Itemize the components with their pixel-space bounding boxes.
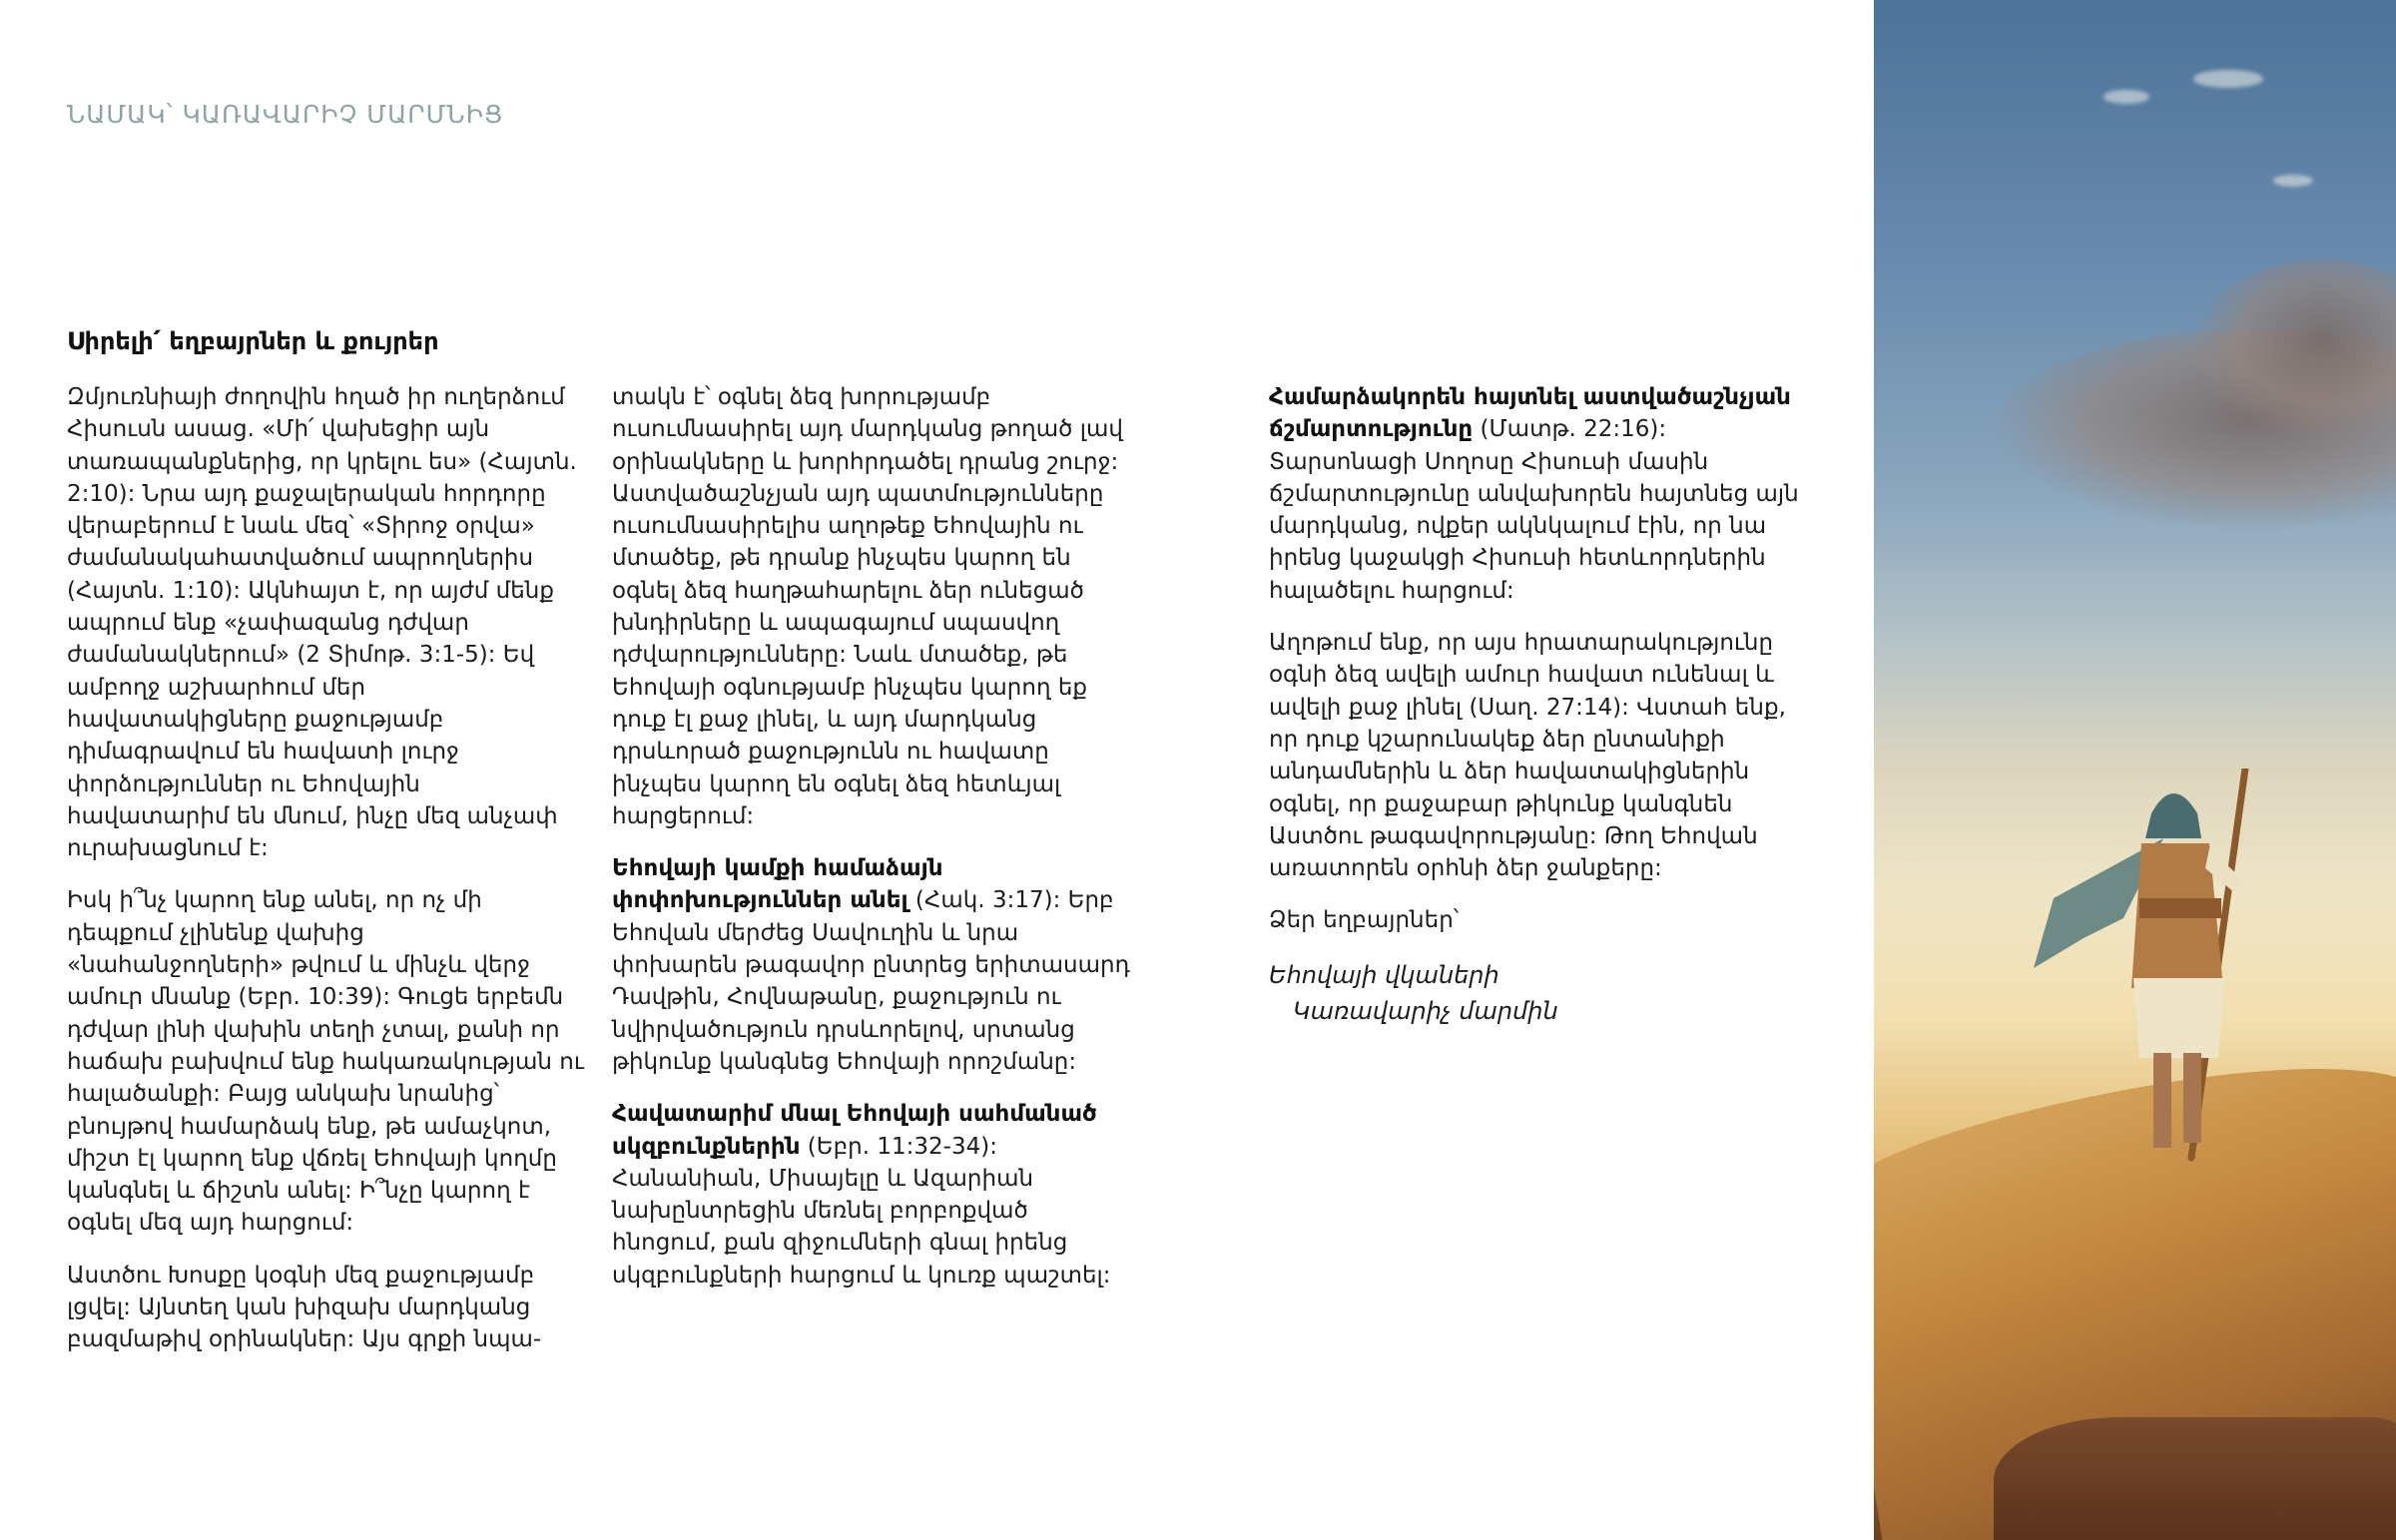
point-text: (Հակ. 3:17): Երբ Եհովան մերժեց Սավուղին և նրա փոխարեն թագավոր ընտրեց երիտասարդ Դավթին, Հովնաթանը, քաջություն ու նվիրվածություն դրսևորելով, սրտանց թիկունք կանգնեց Եհովայի որոշմանը: bbox=[612, 887, 1130, 1075]
closing-paragraph: Աղոթում ենք, որ այս հրատարակությունը օգնի ձեզ ավելի ամուր հավատ ունենալ և ավելի քաջ լինել (Սաղ. 27:14): Վստահ ենք, որ դուք կշարունակեք ձեր ընտանիքի անդամներին և ձեր հավատակիցներին օգնել, որ քաջաբար թիկունք կանգնեն Աստծու թագավորությանը: Թող Եհովան առատորեն օրհնի ձեր ջանքերը: bbox=[1269, 630, 1786, 882]
sky-wisp bbox=[2273, 175, 2313, 187]
sky-wisp bbox=[2103, 90, 2149, 104]
traveler-figure bbox=[2014, 769, 2273, 1168]
paragraph: Զմյուռնիայի ժողովին հղած իր ուղերձում Հիսուսն ասաց. «Մի՛ վախեցիր այն տառապանքներից, որ կրելու ես» (Հայտն. 2:10): Նրա այդ քաջալերական հորդորը վերաբերում է նաև մեզ՝ «Տիրոջ օրվա» ժամանակահատվածում ապրողներիս (Հայտն. 1:10): Ակնհայտ է, որ այժմ մենք ապրում ենք «չափազանց դժվար ժամանակներում» (2 Տիմոթ. 3:1-5): Եվ ամբողջ աշխարհում մեր հավատակիցները քաջությամբ դիմագրավում են հավատի լուրջ փորձություններ ու Եհովային հավատարիմ են մնում, ինչը մեզ անչափ ուրախացնում է: bbox=[67, 384, 577, 862]
point-paragraph bbox=[612, 852, 1131, 1078]
sash bbox=[2139, 898, 2221, 918]
point-heading: Եհովայի կամքի համաձայն փոփոխություններ անել bbox=[612, 855, 943, 914]
leg bbox=[2153, 1053, 2171, 1148]
signoff: Ձեր եղբայրներ՝ bbox=[1269, 907, 1460, 934]
signature-line-1: Եհովայի վկաների bbox=[1269, 960, 1499, 989]
point-heading: Համարձակորեն հայտնել աստվածաշնչյան ճշմարտությունը bbox=[1269, 384, 1791, 443]
illustration-panel bbox=[1874, 0, 2396, 1540]
signature bbox=[1269, 957, 1808, 1029]
point-text: (Մատթ. 22:16): Տարսոնացի Սողոսը Հիսուսի մասին ճշմարտությունը անվախորեն հայտնեց այն մարդկանց, ովքեր ակնկալում էին, որ նա իրենց կաջակցի Հիսուսի հետևորդներին հալածելու հարցում: bbox=[1269, 416, 1799, 604]
sky-wisp bbox=[2193, 70, 2263, 88]
paragraph: Իսկ ի՞նչ կարող ենք անել, որ ոչ մի դեպքում չլինենք վախից «նահանջողների» թվում և մինչև վերջ ամուր մնանք (Եբր. 10:39): Գուցե երբեմն դժվար լինի վախին տեղի չտալ, քանի որ հաճախ բախվում ենք հակառակության ու հալածանքի: Բայց անկախ նրանից՝ բնույթով համարձակ ենք, թե ամաչկոտ, միշտ էլ կարող ենք վճռել Եհովայի կողմը կանգնել և ճիշտն անել: Ի՞նչը կարող է օգնել մեզ այդ հարցում: bbox=[67, 887, 584, 1237]
tunic-skirt bbox=[2133, 978, 2225, 1058]
point-paragraph bbox=[612, 1098, 1131, 1291]
head-scarf bbox=[2145, 793, 2201, 838]
point-text: (Եբր. 11:32-34): Հանանիան, Միսայելը և Ազարիան նախընտրեցին մեռնել բորբոքված հնոցում, քան զիջումների գնալ իրենց սկզբունքների հարցում և կուռք պաշտել: bbox=[612, 1133, 1111, 1288]
point-heading: Հավատարիմ մնալ Եհովայի սահմանած սկզբունքներին bbox=[612, 1101, 1097, 1160]
foreground-rock bbox=[1994, 1417, 2396, 1540]
paragraph: Աստծու Խոսքը կօգնի մեզ քաջությամբ լցվել: Այնտեղ կան խիզախ մարդկանց բազմաթիվ օրինակներ: Այս գրքի նպա- bbox=[67, 1262, 542, 1353]
point-paragraph bbox=[1269, 381, 1808, 607]
letter-column-2 bbox=[612, 381, 1131, 1311]
signature-line-2: Կառավարիչ մարմին bbox=[1293, 996, 1558, 1025]
paragraph: տակն է՝ օգնել ձեզ խորությամբ ուսումնասիրել այդ մարդկանց թողած լավ օրինակները և խորհրդածել դրանց շուրջ: Աստվածաշնչյան այդ պատմությունները ուսումնասիրելիս աղոթեք Եհովային ու մտածեք, թե դրանք ինչպես կարող են օգնել ձեզ հաղթահարելու ձեր ունեցած խնդիրները և ապագայում սպասվող դժվարությունները: Նաև մտածեք, թե Եհովայի օգնությամբ ինչպես կարող եք դուք էլ քաջ լինել, և այդ մարդկանց դրսևորած քաջությունն ու հավատը ինչպես կարող են օգնել ձեզ հետևյալ հարցերում: bbox=[612, 384, 1124, 829]
page-kicker: ՆԱՄԱԿ՝ ԿԱՌԱՎԱՐԻՉ ՄԱՐՄՆԻՑ bbox=[67, 100, 504, 129]
leg bbox=[2183, 1053, 2201, 1143]
letter-column-1 bbox=[67, 381, 586, 1376]
letter-salutation: Սիրելի՛ եղբայրներ և քույրեր bbox=[67, 327, 439, 355]
letter-column-3 bbox=[1269, 381, 1808, 1049]
